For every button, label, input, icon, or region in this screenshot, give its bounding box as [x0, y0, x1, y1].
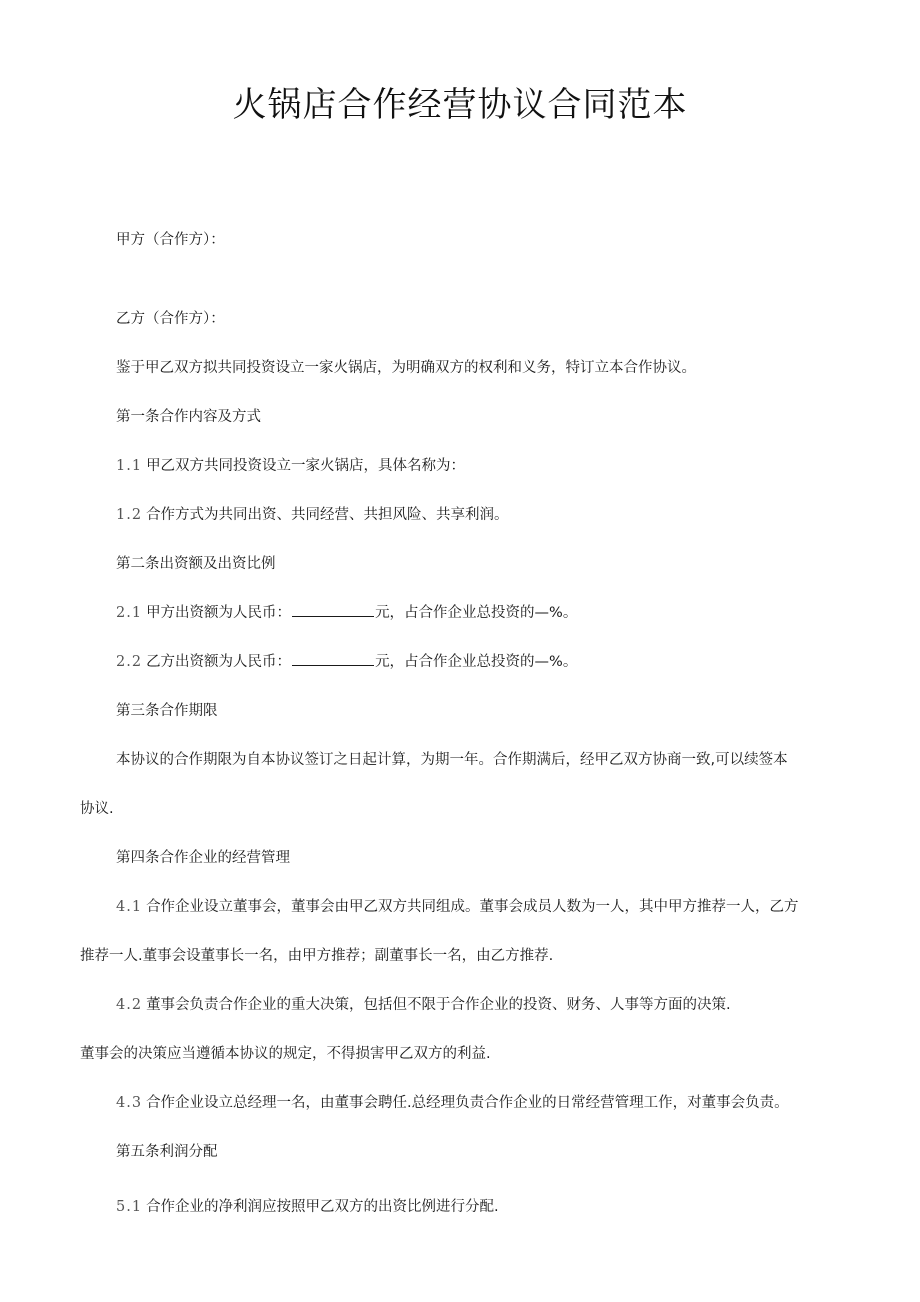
clause-1-1: [116, 455, 465, 477]
clause-4-3: [116, 1092, 789, 1114]
clause-text: 甲方出资额为人民币：: [146, 605, 292, 621]
clause-text: 合作企业设立总经理一名，由董事会聘任.总经理负责合作企业的日常经营管理工作，对董事会负责。: [146, 1095, 789, 1111]
article-2-heading: 第二条出资额及出资比例: [116, 556, 276, 572]
amount-blank: [292, 602, 374, 617]
clause-4-2-cont: 董事会的决策应当遵循本协议的规定，不得损害甲乙双方的利益.: [80, 1046, 491, 1062]
clause-text: 合作企业设立董事会，董事会由甲乙双方共同组成。董事会成员人数为一人，其中甲方推荐一人，乙方: [146, 899, 799, 915]
clause-text: 乙方出资额为人民币：: [146, 654, 292, 670]
clause-1-2: [116, 504, 509, 526]
clause-text: 董事会负责合作企业的重大决策，包括但不限于合作企业的投资、财务、人事等方面的决策.: [146, 997, 731, 1013]
clause-2-2: [116, 651, 577, 673]
clause-text: 甲乙双方共同投资设立一家火锅店，具体名称为：: [146, 458, 466, 474]
clause-number: 2.1: [116, 605, 143, 621]
article-3-text: 本协议的合作期限为自本协议签订之日起计算，为期一年。合作期满后，经甲乙双方协商一致,可以续签本: [116, 752, 788, 768]
clause-4-2: [116, 994, 731, 1016]
party-a-line: 甲方（合作方）：: [116, 232, 225, 248]
clause-text: 合作企业的净利润应按照甲乙双方的出资比例进行分配.: [146, 1199, 499, 1215]
amount-blank: [292, 651, 374, 666]
clause-number: 4.1: [116, 899, 143, 915]
document-title: 火锅店合作经营协议合同范本: [232, 85, 688, 125]
article-5-heading: 第五条利润分配: [116, 1144, 218, 1160]
article-4-heading: 第四条合作企业的经营管理: [116, 850, 290, 866]
clause-number: 4.2: [116, 997, 143, 1013]
article-3-heading: 第三条合作期限: [116, 703, 218, 719]
clause-number: 2.2: [116, 654, 143, 670]
article-1-heading: 第一条合作内容及方式: [116, 409, 261, 425]
clause-4-1-cont: 推荐一人.董事会设董事长一名，由甲方推荐；副董事长一名，由乙方推荐.: [80, 948, 554, 964]
clause-5-1: [116, 1196, 499, 1218]
clause-number: 4.3: [116, 1095, 143, 1111]
clause-text: 元，占合作企业总投资的—%。: [375, 654, 578, 670]
party-b-line: 乙方（合作方）：: [116, 311, 225, 327]
clause-text: 元，占合作企业总投资的—%。: [375, 605, 578, 621]
clause-number: 1.2: [116, 507, 143, 523]
clause-text: 合作方式为共同出资、共同经营、共担风险、共享利润。: [146, 507, 509, 523]
article-3-text-cont: 协议.: [80, 801, 114, 817]
clause-number: 1.1: [116, 458, 143, 474]
clause-4-1: [116, 896, 799, 918]
clause-number: 5.1: [116, 1199, 143, 1215]
clause-2-1: [116, 602, 577, 624]
preamble: 鉴于甲乙双方拟共同投资设立一家火锅店，为明确双方的权利和义务，特订立本合作协议。: [116, 360, 696, 376]
